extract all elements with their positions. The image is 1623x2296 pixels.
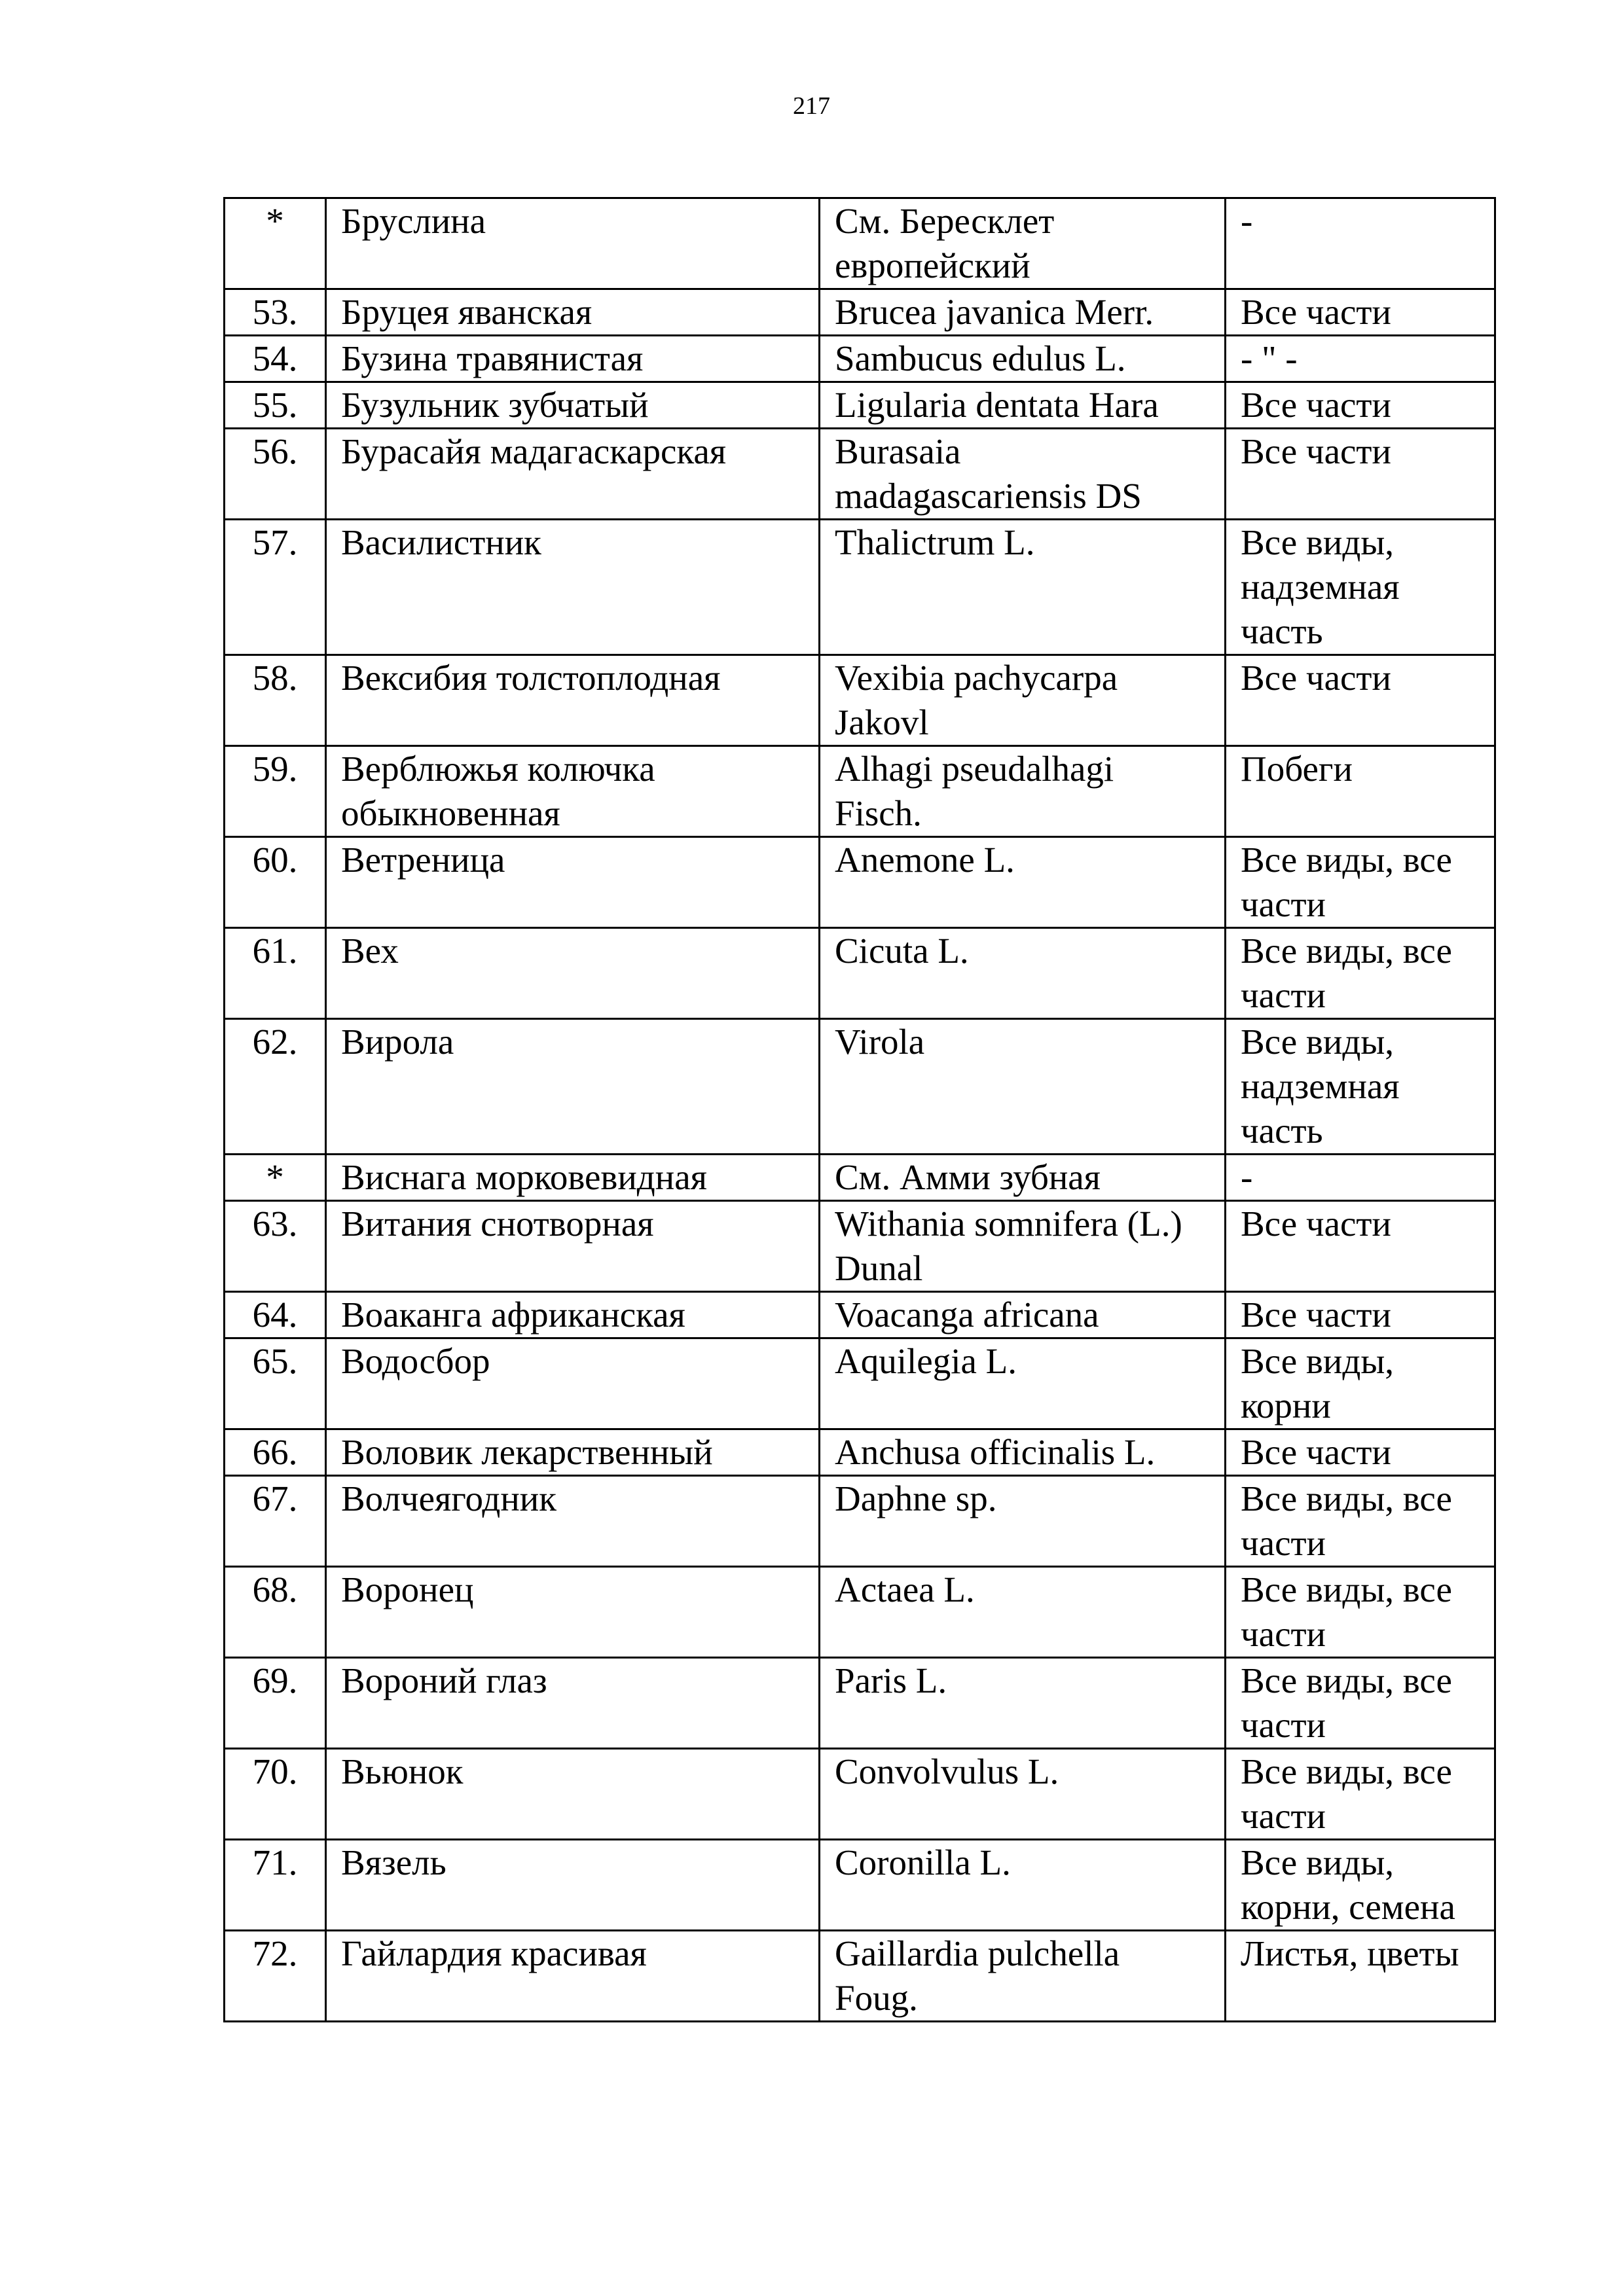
row-number-cell: 62. — [225, 1019, 326, 1155]
toxic-parts-line: части — [1241, 1614, 1326, 1654]
latin-name-cell — [820, 655, 1226, 746]
table-row — [225, 1201, 1495, 1292]
plant-name-cell — [326, 1429, 820, 1476]
table-row — [225, 837, 1495, 928]
toxic-parts-line: части — [1241, 884, 1326, 924]
toxic-parts-cell — [1226, 382, 1495, 429]
plant-name-line: Виснага морковевидная — [341, 1157, 707, 1197]
latin-name-cell — [820, 520, 1226, 655]
toxic-parts-line: Все части — [1241, 431, 1391, 471]
plant-name-cell — [326, 1476, 820, 1567]
toxic-parts-line: Все виды, — [1241, 1842, 1395, 1882]
plant-name-cell — [326, 1019, 820, 1155]
latin-name-cell — [820, 1338, 1226, 1429]
toxic-parts-line: - — [1241, 201, 1253, 241]
toxic-parts-cell — [1226, 746, 1495, 837]
table-row — [225, 655, 1495, 746]
latin-name-cell — [820, 289, 1226, 336]
latin-name-line: Coronilla L. — [835, 1842, 1011, 1882]
table-row — [225, 289, 1495, 336]
plant-name-line: Вех — [341, 931, 399, 971]
table-row — [225, 198, 1495, 289]
latin-name-cell — [820, 1749, 1226, 1840]
toxic-parts-line: Побеги — [1241, 749, 1353, 789]
toxic-parts-cell — [1226, 429, 1495, 520]
row-number-cell: 71. — [225, 1840, 326, 1931]
latin-name-line: Withania somnifera (L.) — [835, 1204, 1182, 1244]
toxic-parts-line: часть — [1241, 611, 1323, 651]
plant-name-line: Верблюжья колючка — [341, 749, 655, 789]
toxic-parts-line: Все виды, — [1241, 1341, 1395, 1381]
toxic-parts-cell — [1226, 837, 1495, 928]
row-number-cell: 60. — [225, 837, 326, 928]
row-number-cell: 72. — [225, 1931, 326, 2022]
toxic-parts-line: части — [1241, 1523, 1326, 1563]
latin-name-cell — [820, 382, 1226, 429]
table-row — [225, 336, 1495, 382]
row-number-cell: 57. — [225, 520, 326, 655]
plant-name-cell — [326, 382, 820, 429]
latin-name-line: Dunal — [835, 1248, 923, 1288]
toxic-parts-line: части — [1241, 975, 1326, 1015]
latin-name-cell — [820, 1019, 1226, 1155]
plant-name-line: Водосбор — [341, 1341, 490, 1381]
row-number-cell: 63. — [225, 1201, 326, 1292]
latin-name-line: Vexibia pachycarpa — [835, 658, 1118, 698]
table-row — [225, 429, 1495, 520]
plant-name-cell — [326, 1840, 820, 1931]
toxic-parts-line: корни, семена — [1241, 1887, 1455, 1927]
plant-name-line: Бруслина — [341, 201, 486, 241]
plant-name-line: Вексибия толстоплодная — [341, 658, 721, 698]
row-number-cell: 54. — [225, 336, 326, 382]
latin-name-line: Anemone L. — [835, 840, 1015, 880]
latin-name-cell — [820, 928, 1226, 1019]
toxic-parts-cell — [1226, 1749, 1495, 1840]
table-row — [225, 1840, 1495, 1931]
table-row — [225, 1658, 1495, 1749]
toxic-parts-line: части — [1241, 1796, 1326, 1836]
table-row — [225, 1019, 1495, 1155]
plant-name-cell — [326, 1658, 820, 1749]
latin-name-cell — [820, 837, 1226, 928]
latin-name-cell — [820, 1429, 1226, 1476]
latin-name-cell — [820, 1292, 1226, 1338]
table-row — [225, 382, 1495, 429]
latin-name-cell — [820, 1201, 1226, 1292]
latin-name-cell — [820, 1567, 1226, 1658]
plant-name-line: Витания снотворная — [341, 1204, 654, 1244]
page-number: 217 — [793, 92, 830, 120]
plant-name-cell — [326, 336, 820, 382]
toxic-parts-cell — [1226, 1201, 1495, 1292]
plant-name-cell — [326, 429, 820, 520]
plant-name-line: Воронец — [341, 1570, 474, 1609]
toxic-parts-line: Все виды, все — [1241, 931, 1452, 971]
latin-name-line: Ligularia dentata Hara — [835, 385, 1159, 425]
latin-name-line: Thalictrum L. — [835, 522, 1035, 562]
table-row — [225, 1338, 1495, 1429]
plant-name-line: Воловик лекарственный — [341, 1432, 713, 1472]
plants-table-body — [225, 198, 1495, 2022]
table-row — [225, 1292, 1495, 1338]
plant-name-line: Бурасайя мадагаскарская — [341, 431, 727, 471]
toxic-parts-line: Все виды, — [1241, 522, 1395, 562]
latin-name-line: Sambucus edulus L. — [835, 338, 1126, 378]
latin-name-line: Voacanga africana — [835, 1295, 1099, 1335]
toxic-parts-line: Все виды, все — [1241, 1751, 1452, 1791]
plant-name-cell — [326, 198, 820, 289]
row-number-cell: 70. — [225, 1749, 326, 1840]
row-number-cell: 61. — [225, 928, 326, 1019]
toxic-parts-line: части — [1241, 1705, 1326, 1745]
latin-name-line: Alhagi pseudalhagi — [835, 749, 1114, 789]
plant-name-line: Вороний глаз — [341, 1660, 547, 1700]
plant-name-cell — [326, 928, 820, 1019]
table-row — [225, 1567, 1495, 1658]
plant-name-cell — [326, 520, 820, 655]
plants-table — [223, 197, 1496, 2022]
toxic-parts-line: часть — [1241, 1111, 1323, 1151]
toxic-parts-line: надземная — [1241, 1066, 1400, 1106]
toxic-parts-line: Все части — [1241, 385, 1391, 425]
latin-name-line: Cicuta L. — [835, 931, 969, 971]
plant-name-line: обыкновенная — [341, 793, 560, 833]
toxic-parts-line: Все виды, все — [1241, 1570, 1452, 1609]
latin-name-cell — [820, 1931, 1226, 2022]
latin-name-line: Jakovl — [835, 702, 929, 742]
latin-name-line: Foug. — [835, 1978, 918, 2018]
plant-name-line: Волчеягодник — [341, 1479, 556, 1518]
toxic-parts-cell — [1226, 1931, 1495, 2022]
plant-name-line: Бузина травянистая — [341, 338, 644, 378]
latin-name-line: Daphne sp. — [835, 1479, 997, 1518]
plant-name-line: Ветреница — [341, 840, 505, 880]
latin-name-cell — [820, 746, 1226, 837]
toxic-parts-line: Все виды, — [1241, 1022, 1395, 1062]
plant-name-cell — [326, 837, 820, 928]
toxic-parts-cell — [1226, 1338, 1495, 1429]
toxic-parts-cell — [1226, 289, 1495, 336]
plant-name-line: Вьюнок — [341, 1751, 464, 1791]
row-number-cell: 64. — [225, 1292, 326, 1338]
toxic-parts-line: корни — [1241, 1386, 1331, 1426]
table-row — [225, 746, 1495, 837]
latin-name-line: См. Бересклет — [835, 201, 1055, 241]
latin-name-line: Burasaia — [835, 431, 961, 471]
latin-name-line: Anchusa officinalis L. — [835, 1432, 1156, 1472]
toxic-parts-line: Все виды, все — [1241, 840, 1452, 880]
plant-name-cell — [326, 1201, 820, 1292]
plant-name-cell — [326, 1931, 820, 2022]
toxic-parts-cell — [1226, 1567, 1495, 1658]
toxic-parts-line: Все виды, все — [1241, 1660, 1452, 1700]
latin-name-line: madagascariensis DS — [835, 476, 1142, 516]
plant-name-line: Бруцея яванская — [341, 292, 593, 332]
toxic-parts-cell — [1226, 1019, 1495, 1155]
plant-name-cell — [326, 1338, 820, 1429]
latin-name-line: Actaea L. — [835, 1570, 975, 1609]
toxic-parts-line: Все виды, все — [1241, 1479, 1452, 1518]
plant-name-line: Воаканга африканская — [341, 1295, 685, 1335]
plant-name-line: Бузульник зубчатый — [341, 385, 649, 425]
table-row — [225, 520, 1495, 655]
latin-name-cell — [820, 1155, 1226, 1201]
toxic-parts-line: Все части — [1241, 292, 1391, 332]
latin-name-line: Virola — [835, 1022, 925, 1062]
toxic-parts-cell — [1226, 336, 1495, 382]
toxic-parts-line: - " - — [1241, 338, 1298, 378]
toxic-parts-cell — [1226, 1429, 1495, 1476]
toxic-parts-cell — [1226, 1292, 1495, 1338]
plant-name-cell — [326, 1567, 820, 1658]
toxic-parts-cell — [1226, 1658, 1495, 1749]
row-number-cell: 59. — [225, 746, 326, 837]
plant-name-cell — [326, 1292, 820, 1338]
row-number-cell: 55. — [225, 382, 326, 429]
toxic-parts-cell — [1226, 655, 1495, 746]
row-number-cell: * — [225, 1155, 326, 1201]
latin-name-cell — [820, 1658, 1226, 1749]
row-number-cell: * — [225, 198, 326, 289]
row-number-cell: 68. — [225, 1567, 326, 1658]
latin-name-line: Paris L. — [835, 1660, 947, 1700]
toxic-parts-cell — [1226, 1155, 1495, 1201]
latin-name-line: Gaillardia pulchella — [835, 1933, 1120, 1973]
latin-name-line: европейский — [835, 245, 1030, 285]
table-row — [225, 1155, 1495, 1201]
toxic-parts-line: Все части — [1241, 1204, 1391, 1244]
plant-name-cell — [326, 289, 820, 336]
toxic-parts-line: Все части — [1241, 1432, 1391, 1472]
plant-name-cell — [326, 1155, 820, 1201]
toxic-parts-line: Листья, цветы — [1241, 1933, 1459, 1973]
toxic-parts-cell — [1226, 520, 1495, 655]
toxic-parts-line: - — [1241, 1157, 1253, 1197]
plant-name-cell — [326, 1749, 820, 1840]
toxic-parts-line: надземная — [1241, 567, 1400, 607]
toxic-parts-cell — [1226, 1476, 1495, 1567]
plant-name-line: Гайлардия красивая — [341, 1933, 647, 1973]
row-number-cell: 69. — [225, 1658, 326, 1749]
table-row — [225, 1749, 1495, 1840]
latin-name-line: Brucea javanica Merr. — [835, 292, 1154, 332]
row-number-cell: 56. — [225, 429, 326, 520]
plant-name-line: Василистник — [341, 522, 541, 562]
latin-name-cell — [820, 198, 1226, 289]
latin-name-cell — [820, 336, 1226, 382]
latin-name-cell — [820, 429, 1226, 520]
latin-name-line: Convolvulus L. — [835, 1751, 1059, 1791]
toxic-parts-cell — [1226, 928, 1495, 1019]
latin-name-line: См. Амми зубная — [835, 1157, 1101, 1197]
row-number-cell: 58. — [225, 655, 326, 746]
row-number-cell: 66. — [225, 1429, 326, 1476]
latin-name-cell — [820, 1476, 1226, 1567]
table-row — [225, 928, 1495, 1019]
toxic-parts-line: Все части — [1241, 658, 1391, 698]
plant-name-line: Вязель — [341, 1842, 447, 1882]
latin-name-line: Fisch. — [835, 793, 922, 833]
plant-name-cell — [326, 655, 820, 746]
toxic-parts-line: Все части — [1241, 1295, 1391, 1335]
table-row — [225, 1429, 1495, 1476]
row-number-cell: 65. — [225, 1338, 326, 1429]
row-number-cell: 53. — [225, 289, 326, 336]
toxic-parts-cell — [1226, 1840, 1495, 1931]
table-row — [225, 1931, 1495, 2022]
row-number-cell: 67. — [225, 1476, 326, 1567]
table-row — [225, 1476, 1495, 1567]
plant-name-line: Вирола — [341, 1022, 454, 1062]
plant-name-cell — [326, 746, 820, 837]
latin-name-line: Aquilegia L. — [835, 1341, 1017, 1381]
toxic-parts-cell — [1226, 198, 1495, 289]
latin-name-cell — [820, 1840, 1226, 1931]
